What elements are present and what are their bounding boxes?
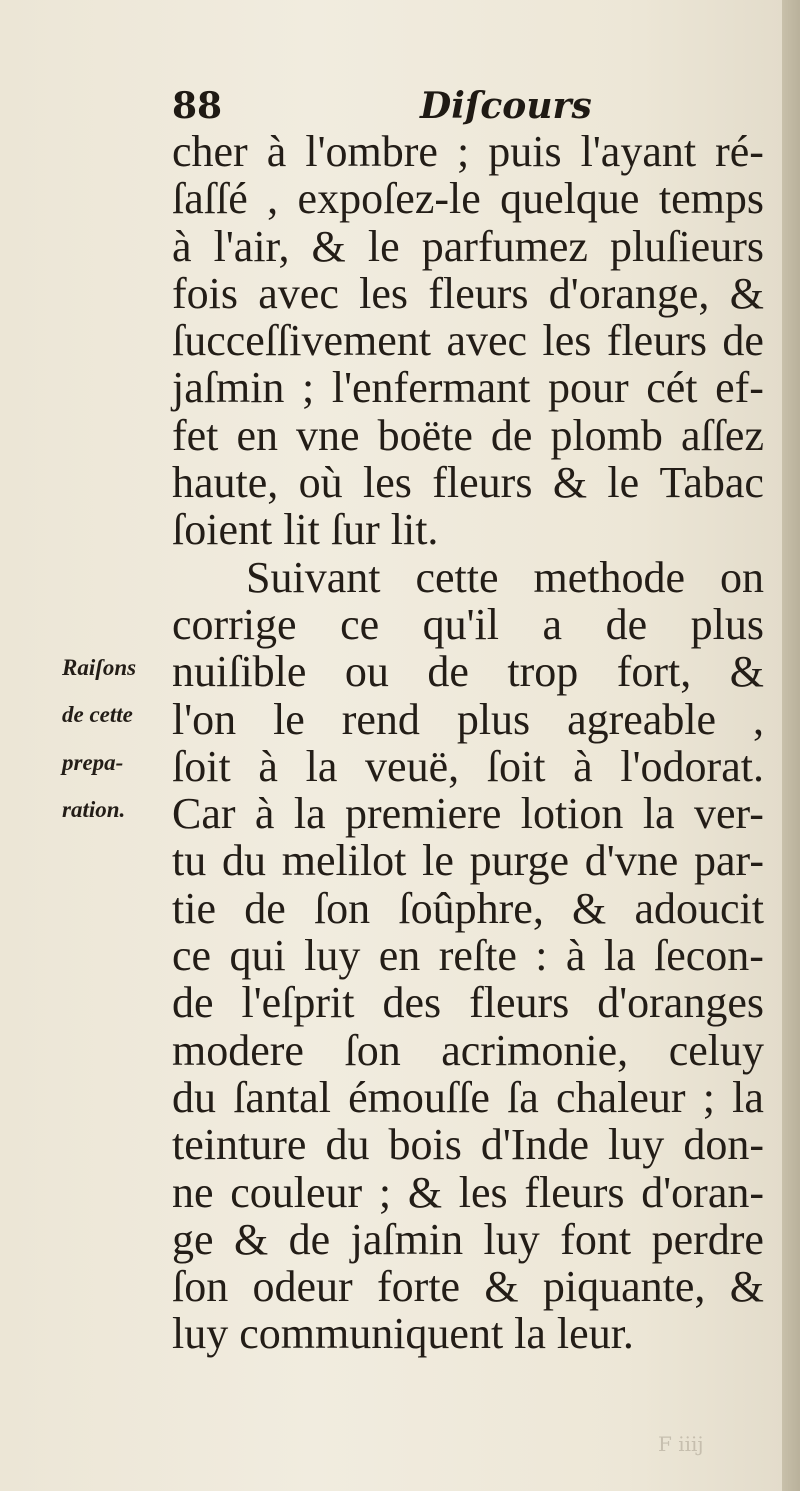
body-text [172,128,764,1358]
text-line: modere ſon acrimonie, celuy [172,1025,764,1075]
margin-note [62,644,172,833]
text-line: ce qui luy en reſte : à la ſecon- [172,931,764,981]
text-line: de l'eſprit des fleurs d'oranges [172,978,764,1028]
text-line: ne couleur ; & les fleurs d'oran- [172,1167,764,1217]
text-line: ſon odeur forte & piquante, & [172,1262,764,1312]
text-line: teinture du bois d'Inde luy don- [172,1120,764,1170]
text-line: ge & de jaſmin luy font perdre [172,1214,764,1264]
margin-note-line: de cette [62,702,133,728]
text-line: haute, où les fleurs & le Tabac [172,458,764,508]
text-line: ſoient lit ſur lit. [172,505,439,555]
text-line: Car à la premiere lotion la ver- [172,789,764,839]
text-line: jaſmin ; l'enfermant pour cét ef- [172,363,764,413]
page-number: 88 [172,85,223,127]
text-line: à l'air, & le parfumez pluſieurs [172,221,764,271]
signature-mark: F iiij [658,1432,704,1456]
text-line: fet en vne boëte de plomb aſſez [172,410,764,460]
text-line: fois avec les fleurs d'orange, & [172,268,764,318]
page-edge [782,0,800,1491]
text-line: tu du melilot le purge d'vne par- [172,836,764,886]
text-line: corrige ce qu'il a de plus [172,599,764,649]
text-line: ſoit à la veuë, ſoit à l'odorat. [172,741,764,791]
paragraph-start-line: Suivant cette methode on [246,552,764,602]
text-line: luy communiquent la leur. [172,1309,634,1359]
text-line: tie de ſon ſoûphre, & adoucit [172,883,764,933]
text-line: l'on le rend plus agreable , [172,694,764,744]
running-head: Diſcours [420,85,592,127]
text-line: ſucceſſivement avec les fleurs de [172,316,764,366]
margin-note-line: prepa- [62,749,124,775]
text-line: nuiſible ou de trop fort, & [172,647,764,697]
text-line: cher à l'ombre ; puis l'ayant ré- [172,127,764,176]
text-line: du ſantal émouſſe ſa chaleur ; la [172,1072,764,1122]
margin-note-line: ration. [62,796,126,822]
text-line: ſaſſé , expoſez-le quelque temps [172,174,764,224]
margin-note-line: Raiſons [62,655,137,680]
